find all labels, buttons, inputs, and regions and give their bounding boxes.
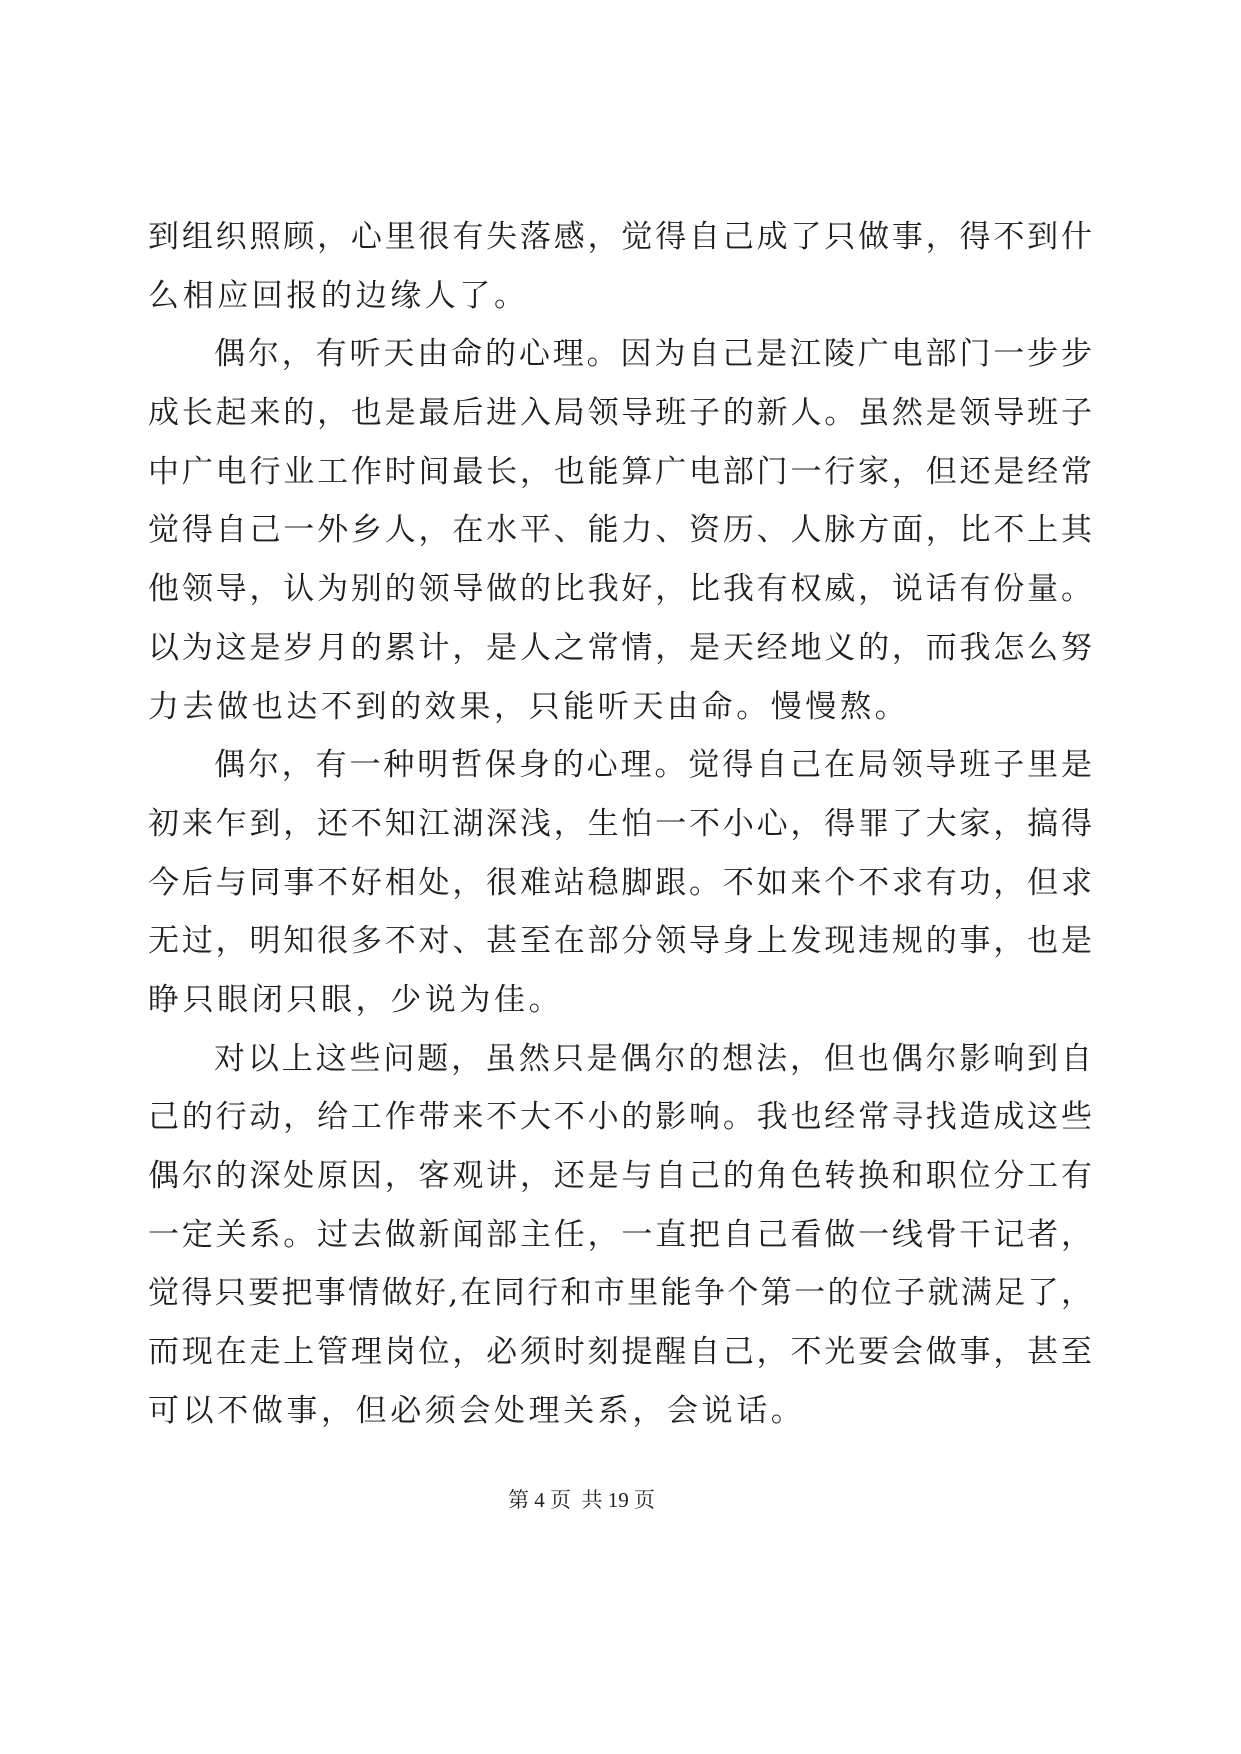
page-number-footer: 第 4 页 共 19 页: [508, 1488, 655, 1512]
text-line: 他领导，认为别的领导做的比我好，比我有权威，说话有份量。: [148, 571, 1092, 608]
text-line: 中广电行业工作时间最长，也能算广电部门一行家，但还是经常: [148, 453, 1092, 490]
text-line: 睁只眼闭只眼，少说为佳。: [148, 981, 564, 1018]
text-line: 而现在走上管理岗位，必须时刻提醒自己，不光要会做事，甚至: [148, 1334, 1092, 1371]
text-line: 成长起来的，也是最后进入局领导班子的新人。虽然是领导班子: [148, 395, 1092, 432]
paragraph: [148, 1030, 1092, 1441]
text-line: 觉得自己一外乡人，在水平、能力、资历、人脉方面，比不上其: [148, 512, 1092, 549]
text-line: 偶尔，有听天由命的心理。因为自己是江陵广电部门一步步: [214, 336, 1092, 373]
text-line: 偶尔的深处原因，客观讲，还是与自己的角色转换和职位分工有: [148, 1158, 1092, 1194]
text-line: 己的行动，给工作带来不大不小的影响。我也经常寻找造成这些: [148, 1099, 1092, 1136]
paragraph: [148, 736, 1092, 1029]
text-line: 觉得只要把事情做好,在同行和市里能争个第一的位子就满足了，: [148, 1275, 1092, 1312]
paragraph: [148, 208, 1092, 325]
text-line: 到组织照顾，心里很有失落感，觉得自己成了只做事，得不到什: [148, 219, 1092, 255]
text-line: 今后与同事不好相处，很难站稳脚跟。不如来个不求有功，但求: [148, 864, 1092, 901]
text-line: 一定关系。过去做新闻部主任，一直把自己看做一线骨干记者，: [148, 1216, 1092, 1253]
text-line: 偶尔，有一种明哲保身的心理。觉得自己在局领导班子里是: [214, 747, 1092, 784]
text-line: 无过，明知很多不对、甚至在部分领导身上发现违规的事，也是: [148, 923, 1092, 960]
text-line: 对以上这些问题，虽然只是偶尔的想法，但也偶尔影响到自: [214, 1040, 1092, 1077]
text-line: 力去做也达不到的效果，只能听天由命。慢慢熬。: [148, 688, 910, 725]
document-body: [148, 208, 1092, 1440]
text-line: 初来乍到，还不知江湖深浅，生怕一不小心，得罪了大家，搞得: [148, 805, 1092, 842]
text-line: 以为这是岁月的累计，是人之常情，是天经地义的，而我怎么努: [148, 629, 1092, 666]
paragraph: [148, 325, 1092, 736]
text-line: 可以不做事，但必须会处理关系，会说话。: [148, 1392, 806, 1429]
text-line: 么相应回报的边缘人了。: [148, 277, 529, 314]
